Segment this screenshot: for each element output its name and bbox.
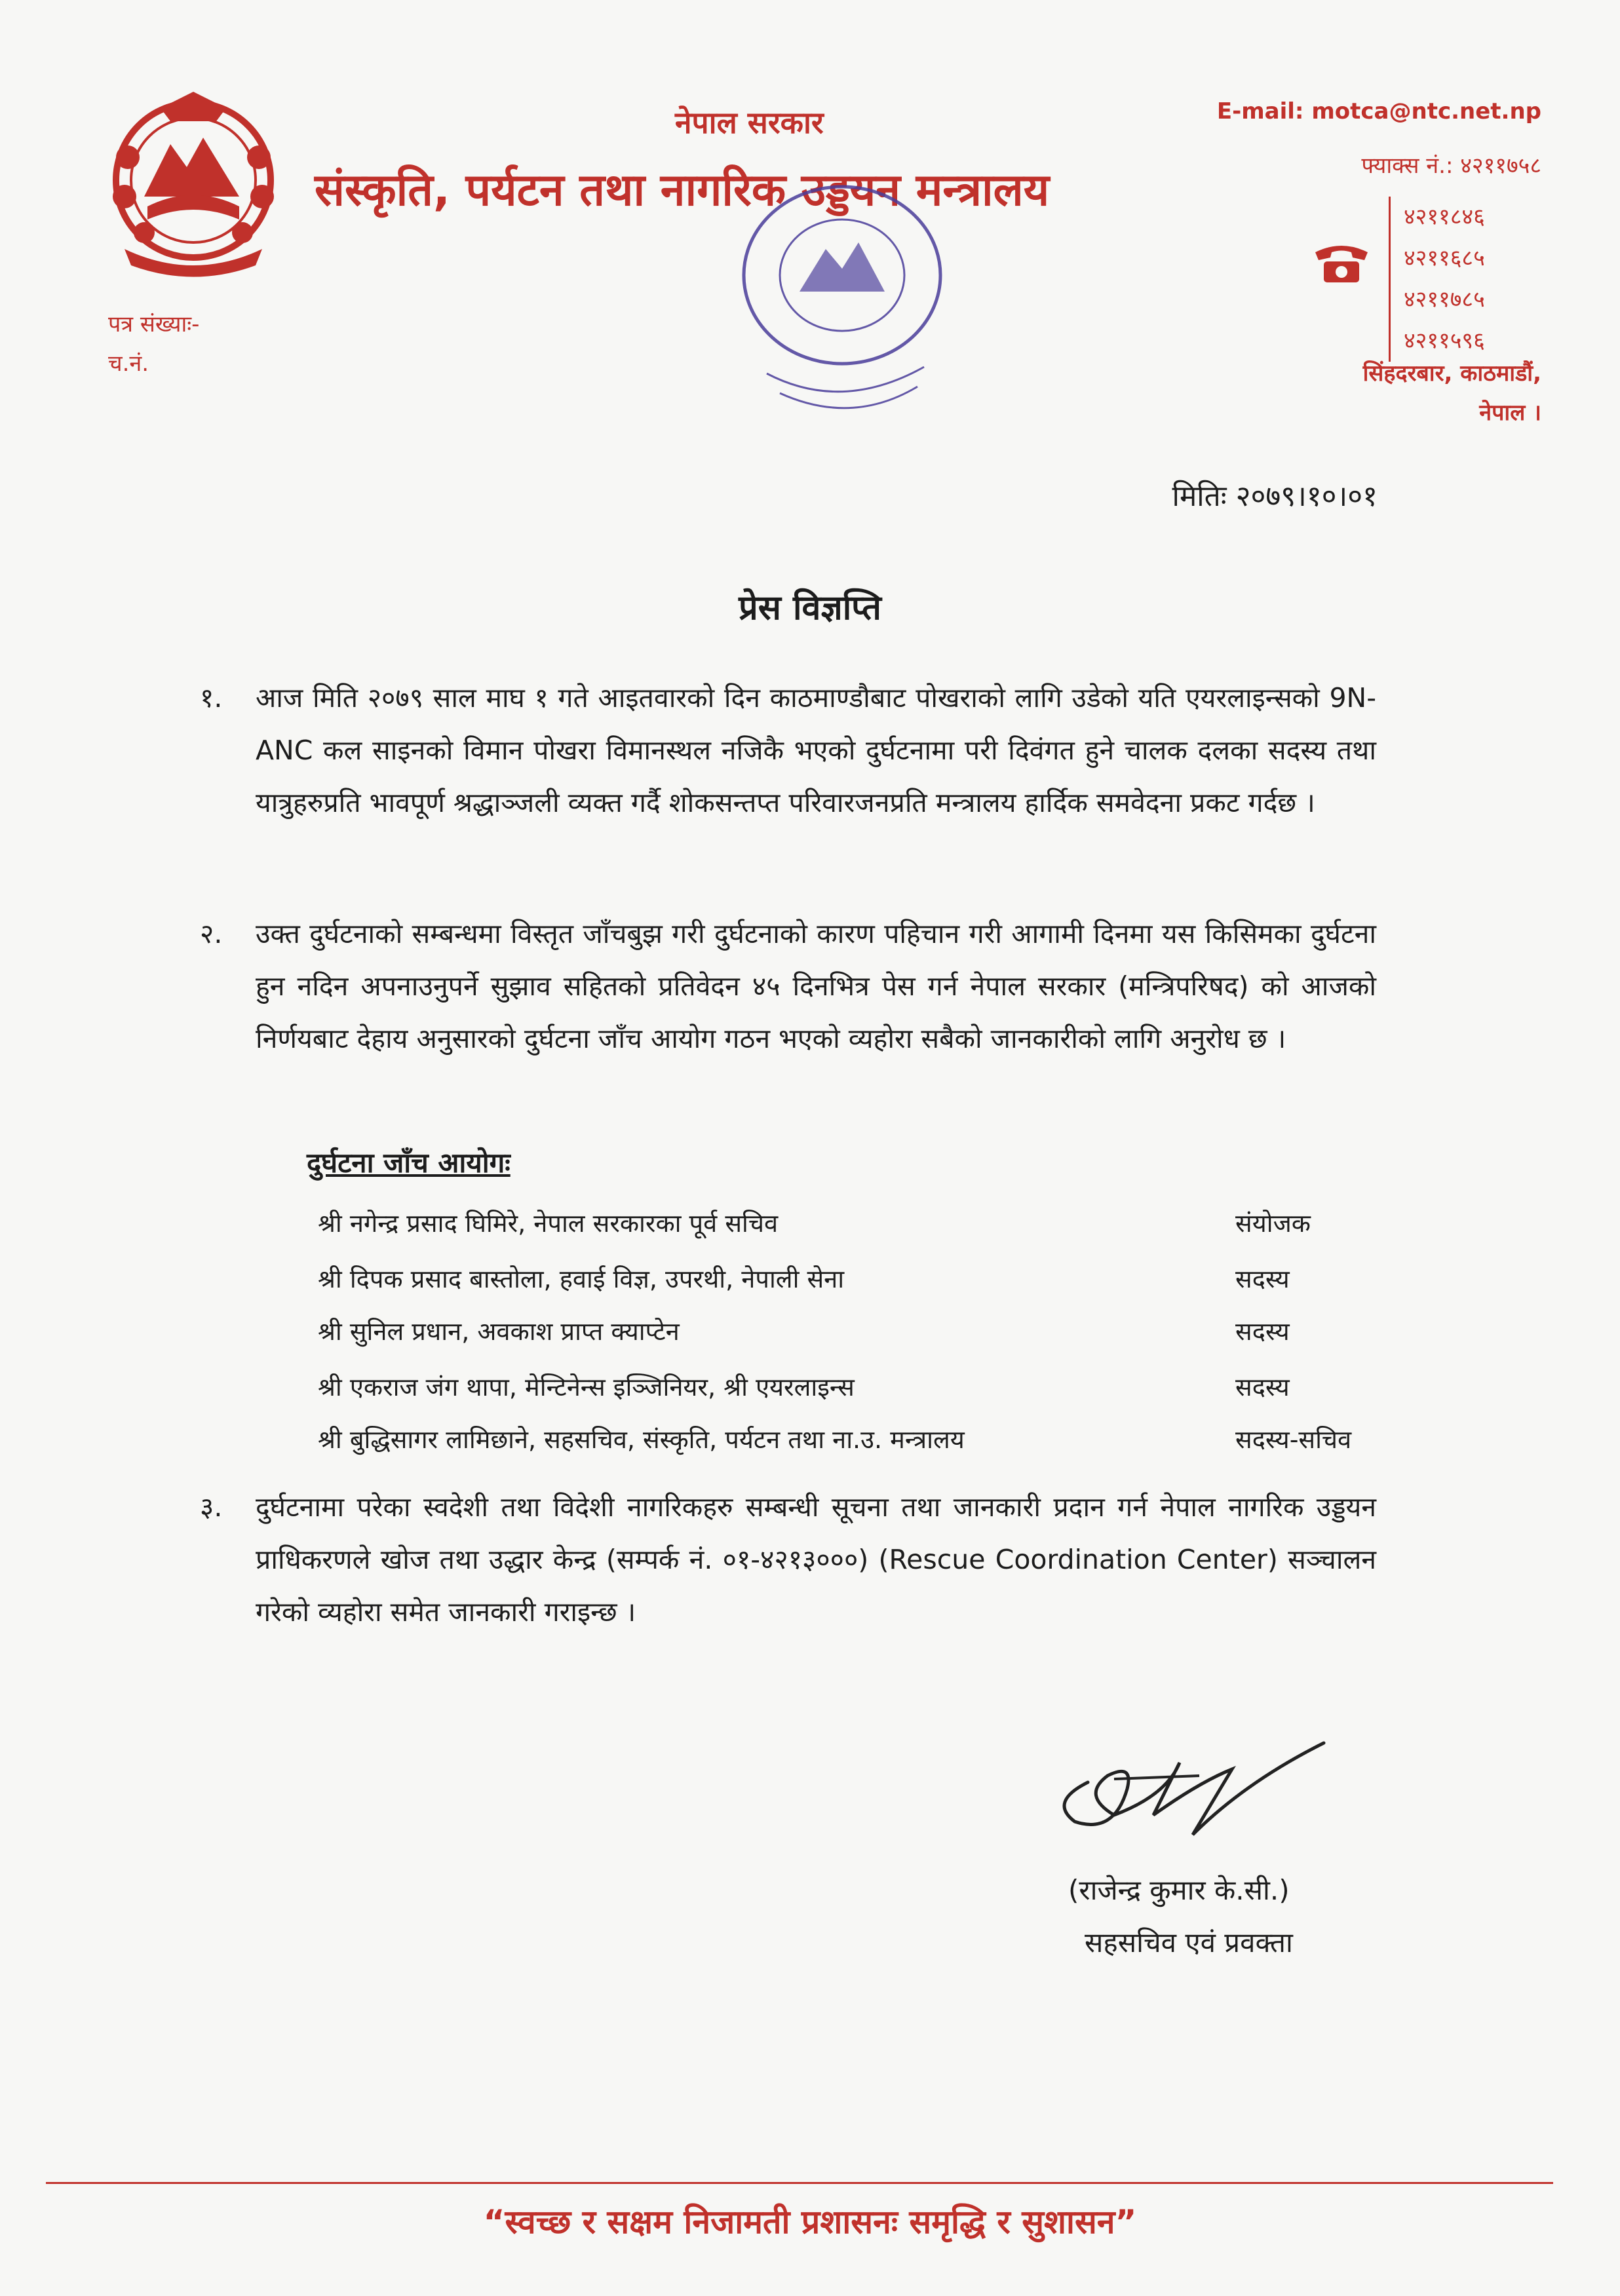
email-address[interactable]: E-mail: motca@ntc.net.np <box>1216 98 1541 124</box>
dispatch-number-label: च.नं. <box>108 351 149 377</box>
paragraph-text: आज मिति २०७९ साल माघ १ गते आइतवारको दिन काठमाण्डौबाट पोखराको लागि उडेको यति एयरलाइन्सको 9N-ANC कल साइनको विमान पोखरा विमानस्थल नजिकै भएको दुर्घटनामा परी दिवंगत हुने चालक दलका सदस्य तथा यात्रुहरुप्रति भावपूर्ण श्रद्धाञ्जली व्यक्त गर्दै शोकसन्तप्त परिवारजनप्रति मन्त्रालय हार्दिक समवेदना प्रकट गर्दछ । <box>256 682 1376 818</box>
paragraph-1 <box>200 672 1376 829</box>
contact-block <box>1174 98 1541 426</box>
member-role: सदस्य <box>1235 1317 1290 1346</box>
commission-member <box>318 1314 1393 1348</box>
paragraph-number: ३. <box>200 1491 223 1523</box>
paragraph-text: उक्त दुर्घटनाको सम्बन्धमा विस्तृत जाँचबुझ गरी दुर्घटनाको कारण पहिचान गरी आगामी दिनमा यस किसिमका दुर्घटना हुन नदिन अपनाउनुपर्ने सुझाव सहितको प्रतिवेदन ४५ दिनभित्र पेस गर्न नेपाल सरकार (मन्त्रिपरिषद) को आजको निर्णयबाट देहाय अनुसारको दुर्घटना जाँच आयोग गठन भएको व्यहोरा सबैको जानकारीको लागि अनुरोध छ । <box>256 918 1376 1054</box>
government-name: नेपाल सरकार <box>675 105 824 140</box>
office-address <box>1363 354 1541 432</box>
paragraph-number: १. <box>200 682 223 714</box>
phone-number-list <box>1389 197 1541 362</box>
paragraph-number: २. <box>200 918 223 949</box>
footer-slogan: “स्वच्छ र सक्षम निजामती प्रशासनः समृद्धि र सुशासन” <box>483 2203 1137 2241</box>
paragraph-3 <box>200 1481 1376 1638</box>
nepal-emblem-icon <box>98 85 288 282</box>
address-line: सिंहदरबार, काठमाडौं, <box>1362 360 1541 387</box>
member-name: श्री बुद्धिसागर लामिछाने, सहसचिव, संस्कृति, पर्यटन तथा ना.उ. मन्त्रालय <box>318 1425 965 1454</box>
telephone-icon <box>1312 239 1371 285</box>
commission-heading: दुर्घटना जाँच आयोगः <box>307 1147 511 1179</box>
paragraph-2 <box>200 908 1376 1065</box>
phone-number: ४२११७८५ <box>1404 286 1485 313</box>
fax-number: फ्याक्स नं.: ४२११७५८ <box>1361 153 1541 179</box>
commission-member <box>318 1206 1393 1240</box>
ministry-name: संस्कृति, पर्यटन तथा नागरिक उड्डयन मन्त्रालय <box>315 164 1050 216</box>
member-role: संयोजक <box>1235 1209 1311 1238</box>
member-role: सदस्य <box>1235 1373 1290 1402</box>
commission-member <box>318 1261 1393 1295</box>
signatory-title: सहसचिव एवं प्रवक्ता <box>1085 1926 1293 1959</box>
phone-number: ४२११८४६ <box>1404 204 1485 230</box>
member-name: श्री नगेन्द्र प्रसाद घिमिरे, नेपाल सरकारका पूर्व सचिव <box>318 1209 779 1238</box>
phone-number: ४२११५९६ <box>1404 328 1485 354</box>
member-role: सदस्य <box>1235 1265 1290 1293</box>
official-stamp <box>727 177 957 439</box>
member-role: सदस्य-सचिव <box>1235 1425 1352 1454</box>
letter-date: मितिः २०७९।१०।०१ <box>1172 480 1378 513</box>
paragraph-text: दुर्घटनामा परेका स्वदेशी तथा विदेशी नागरिकहरु सम्बन्धी सूचना तथा जानकारी प्रदान गर्न नेपाल नागरिक उड्डयन प्राधिकरणले खोज तथा उद्धार केन्द्र (सम्पर्क नं. ०१-४२१३०००) (Rescue Coordination Center) सञ्चालन गरेको व्यहोरा समेत जानकारी गराइन्छ । <box>256 1491 1376 1628</box>
signatory-name: (राजेन्द्र कुमार के.सी.) <box>1068 1874 1290 1906</box>
phone-number: ४२११६८५ <box>1404 245 1485 271</box>
letter-number-label: पत्र संख्याः- <box>108 311 200 337</box>
document-title: प्रेस विज्ञप्ति <box>739 588 881 628</box>
address-line: नेपाल । <box>1479 400 1541 426</box>
commission-member <box>318 1369 1393 1404</box>
footer-divider <box>46 2182 1553 2184</box>
member-name: श्री एकराज जंग थापा, मेन्टिनेन्स इञ्जिनियर, श्री एयरलाइन्स <box>318 1373 855 1402</box>
commission-member <box>318 1422 1393 1456</box>
member-name: श्री सुनिल प्रधान, अवकाश प्राप्त क्याप्टेन <box>318 1317 680 1346</box>
member-name: श्री दिपक प्रसाद बास्तोला, हवाई विज्ञ, उपरथी, नेपाली सेना <box>318 1265 845 1293</box>
signature-image <box>1035 1704 1337 1861</box>
reference-block <box>108 305 199 383</box>
